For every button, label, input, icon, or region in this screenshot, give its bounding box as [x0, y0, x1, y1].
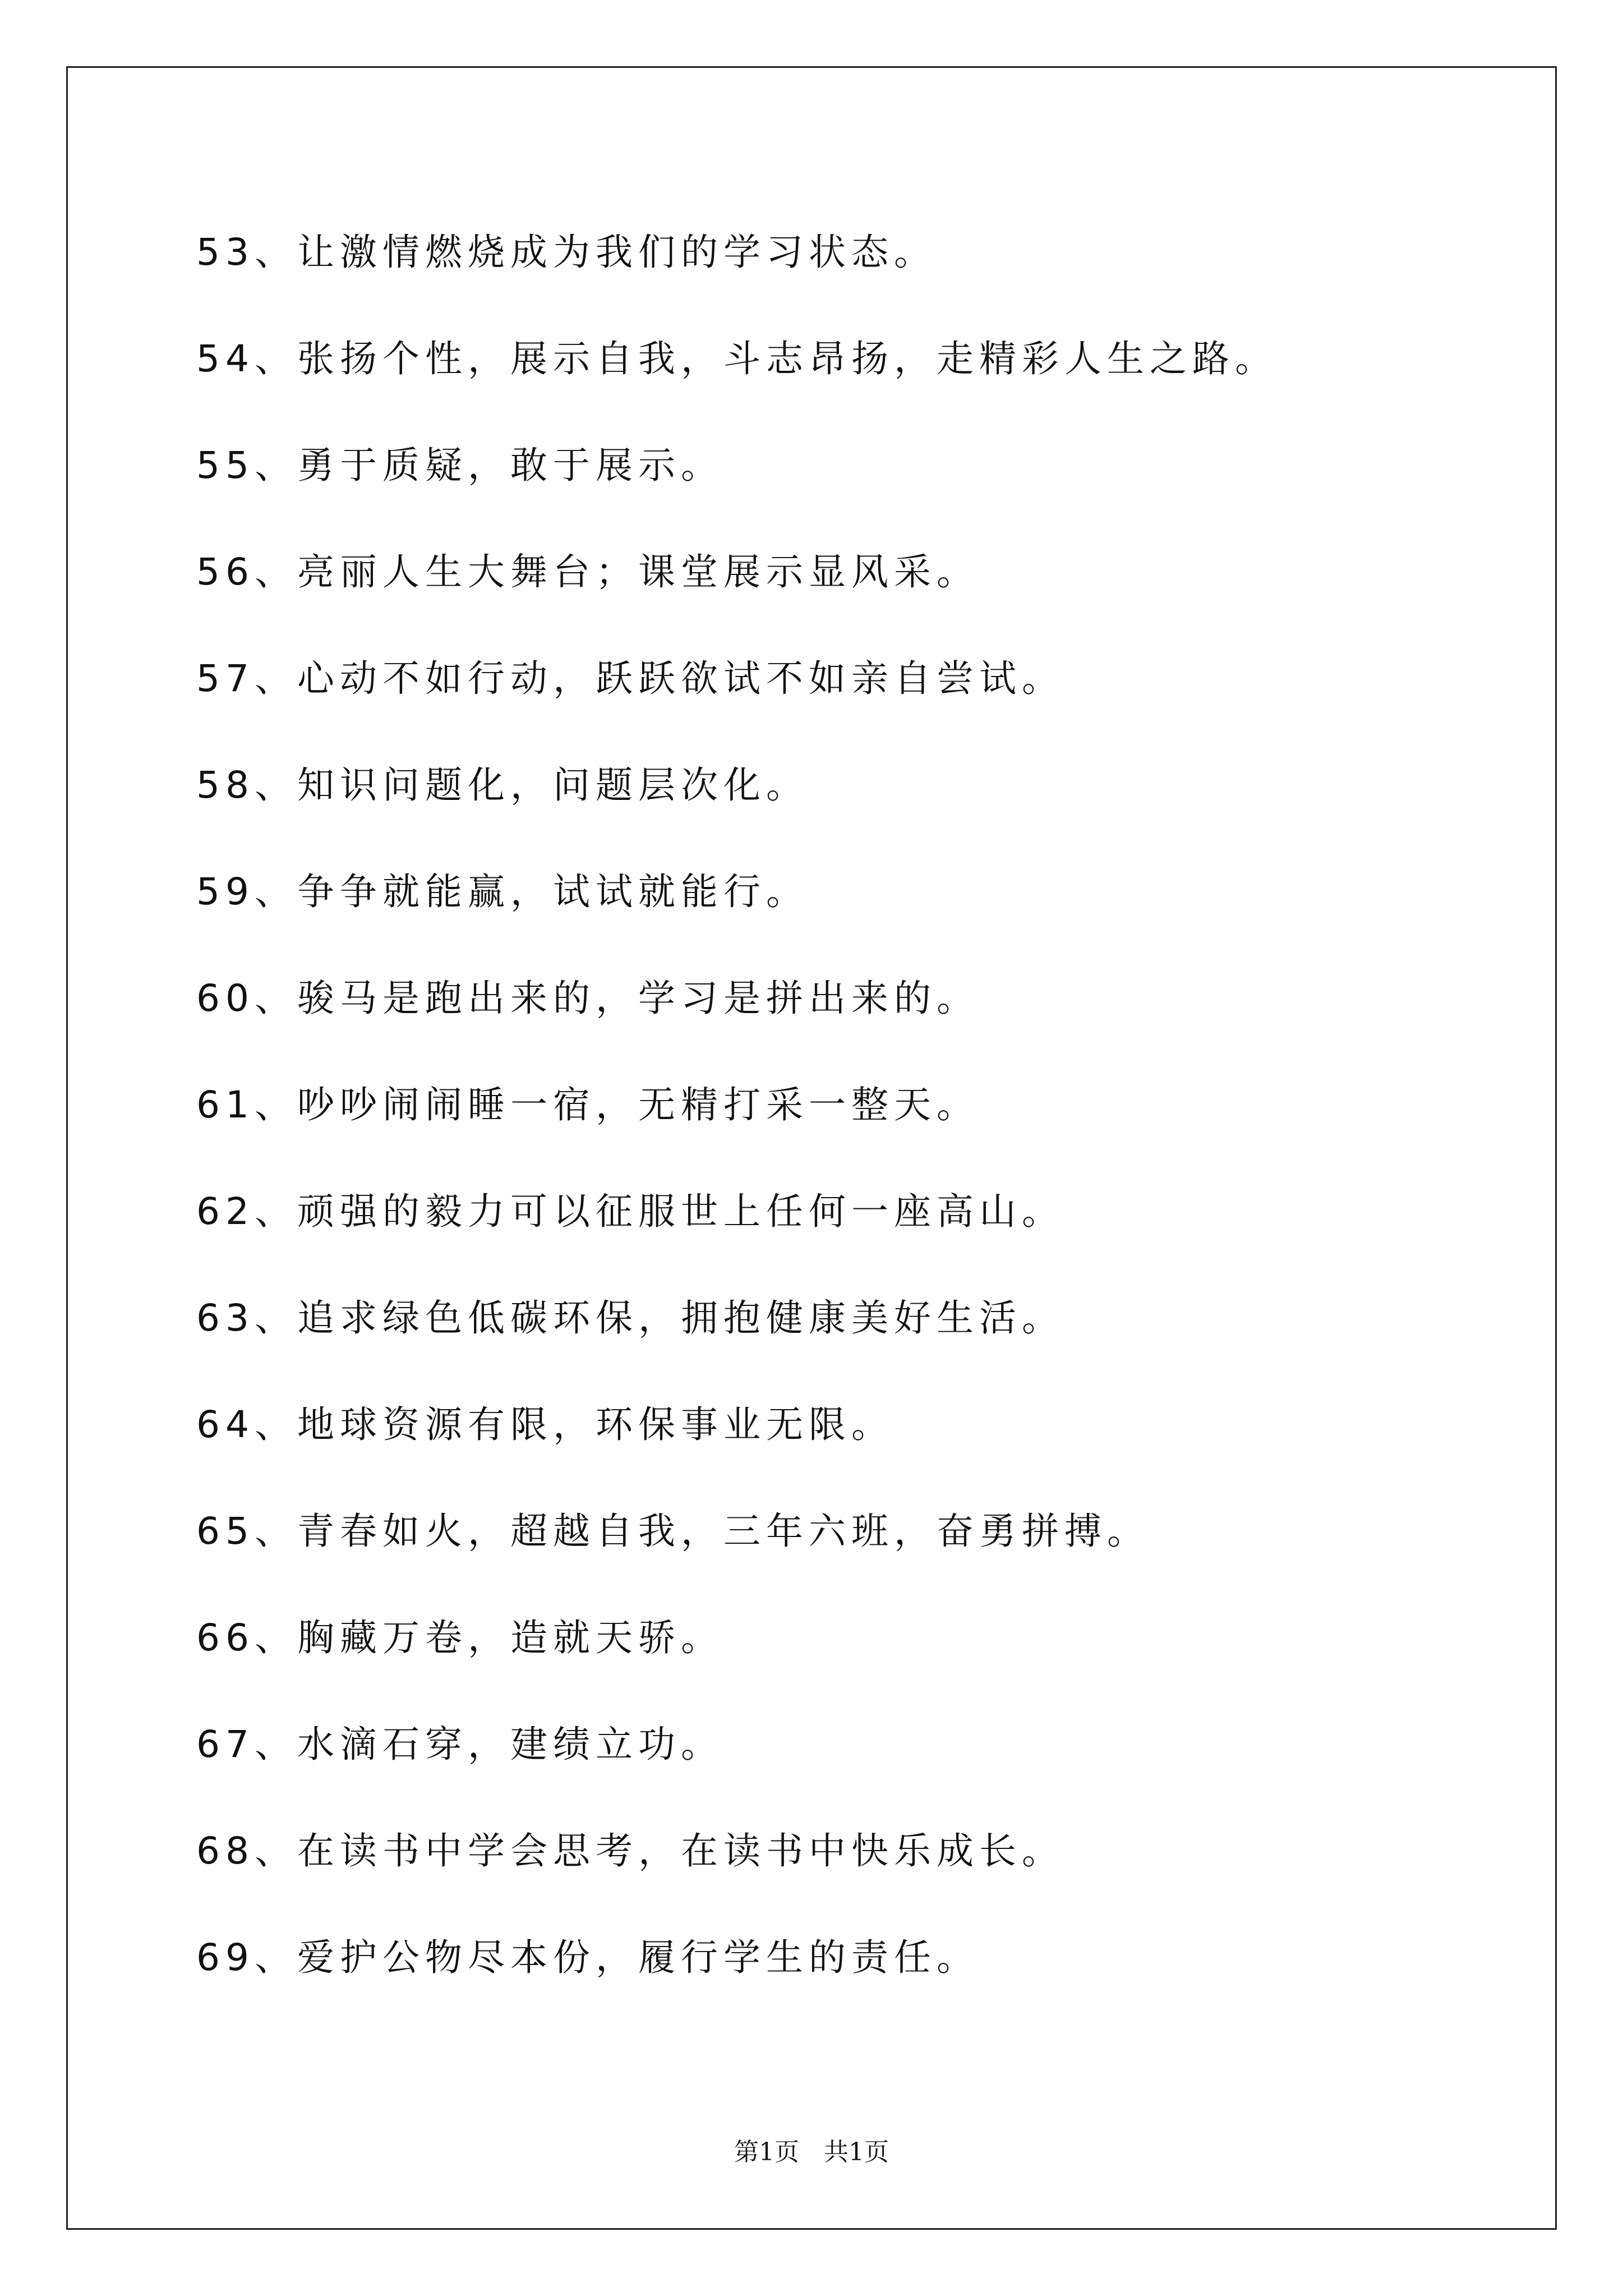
list-item: 67、水滴石穿，建绩立功。	[196, 1723, 723, 1766]
page-total: 共1页	[824, 2138, 889, 2166]
list-item: 62、顽强的毅力可以征服世上任何一座高山。	[196, 1190, 1064, 1233]
list-item: 68、在读书中学会思考，在读书中快乐成长。	[196, 1829, 1064, 1872]
list-item: 65、青春如火，超越自我，三年六班，奋勇拼搏。	[196, 1510, 1150, 1553]
page-number: 第1页	[734, 2138, 799, 2166]
list-item: 60、骏马是跑出来的，学习是拼出来的。	[196, 977, 979, 1020]
list-item: 61、吵吵闹闹睡一宿，无精打采一整天。	[196, 1083, 979, 1126]
list-item: 59、争争就能赢，试试就能行。	[196, 870, 809, 913]
slogan-list	[196, 219, 1278, 2031]
list-item: 58、知识问题化，问题层次化。	[196, 763, 809, 807]
list-item: 57、心动不如行动，跃跃欲试不如亲自尝试。	[196, 657, 1064, 700]
list-item: 55、勇于质疑，敢于展示。	[196, 444, 723, 487]
list-item: 53、让激情燃烧成为我们的学习状态。	[196, 231, 937, 274]
list-item: 54、张扬个性，展示自我，斗志昂扬，走精彩人生之路。	[196, 337, 1278, 380]
list-item: 69、爱护公物尽本份，履行学生的责任。	[196, 1936, 979, 1979]
list-item: 56、亮丽人生大舞台；课堂展示显风采。	[196, 550, 979, 593]
list-item: 66、胸藏万卷，造就天骄。	[196, 1616, 723, 1659]
list-item: 64、地球资源有限，环保事业无限。	[196, 1403, 894, 1446]
page-footer	[0, 2132, 1623, 2168]
list-item: 63、追求绿色低碳环保，拥抱健康美好生活。	[196, 1296, 1064, 1340]
